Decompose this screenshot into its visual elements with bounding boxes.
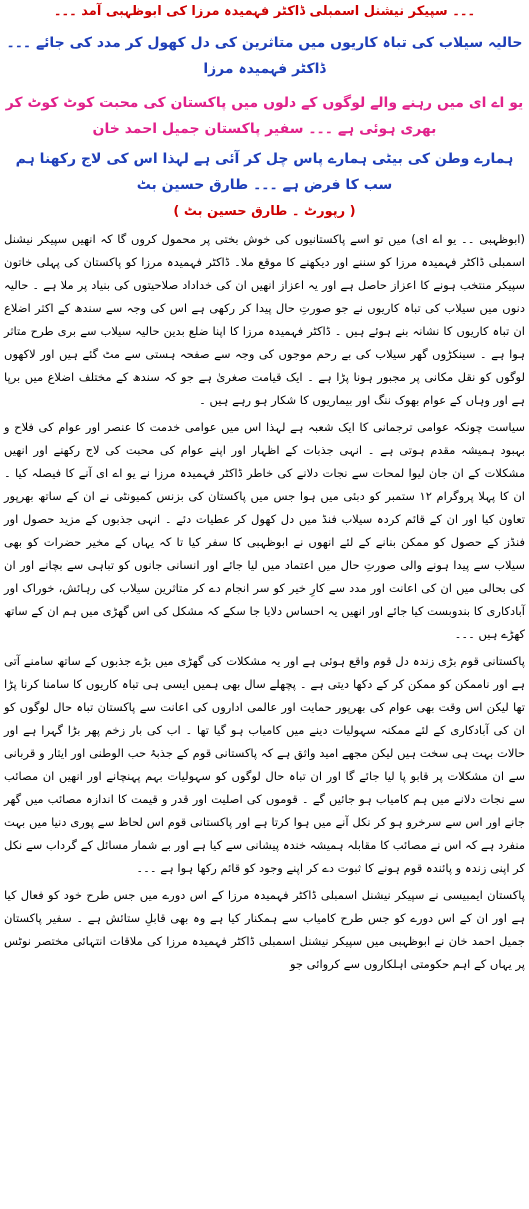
paragraph-4: پاکستان ایمبیسی نے سپیکر نیشنل اسمبلی ڈاکٹر فہمیدہ مرزا کے اس دورے میں جس طرح خود کو فعال کیا ہے اور ان کے اس دورے کو جس طرح کامیاب سے ہمکنار کیا ہے وہ بھی قابلِ ستائش ہے ۔ سفیر پاکستان جمیل احمد خان نے ابوظہبی میں سپیکر نیشنل اسمبلی ڈاکٹر فہمیدہ مرزا کی ملاقات انتہائی مختصر نوٹس پر یہاں کے اہم حکومتی اہلکاروں سے کروائی جو [4, 888, 525, 971]
paragraph-2: سیاست چونکہ عوامی ترجمانی کا ایک شعبہ ہے لہذا اس میں عوامی خدمت کا عنصر اور عوام کی فلاح و بہبود ہمیشہ مقدم ہوتی ہے ۔ انہی جذبات کے اظہار اور اپنے عوام کی محبت کی لاج رکھنے اور انھیں مشکلات کے ان جان لیوا لمحات سے نجات دلانے کی خاطر ڈاکٹر فہمیدہ مرزا نے یو اے ای آنے کا فیصلہ کیا ۔ ان کا پہلا پروگرام ۱۲ ستمبر کو دبئی میں ہوا جس میں پاکستان کی بزنس کمیونٹی نے ان کے ساتھ بھرپور تعاون کیا اور ان کے قائم کردہ سیلاب فنڈ میں دل کھول کر عطیات دئے ۔ انہی جذبوں کے مزید حصول اور فنڈز کے حصول کو ممکن بنانے کے لئے انھوں نے ابوظہبی کا سفر کیا تا کہ یہاں کے مخیر حضرات کو بھی سیلاب سے پیدا ہونے والی صورتِ حال میں اعتماد میں لیا جائے اور انسانی جانوں کو تباہی سے بچانے اور ان کی بحالی میں ان کی اعانت اور مدد سے کارِ خیر کو سر انجام دے کر متاثرین سیلاب کی رہائش، خوراک اور آبادکاری کا بندوبست کیا جائے اور انھیں یہ احساس دلایا جا سکے کہ مشکل کی اس گھڑی میں ہم ان کے ساتھ کھڑے ہیں ۔۔۔ [4, 420, 525, 641]
article-body [4, 228, 525, 976]
report-credit: ( رپورٹ ۔ طارق حسین بٹ ) [173, 204, 356, 219]
quote-speaker: حالیہ سیلاب کی تباہ کاریوں میں متاثرین کی دل کھول کر مدد کی جائے ۔۔۔ ڈاکٹر فہمیدہ مرزا [6, 35, 523, 77]
headline: ۔۔۔ سپیکر نیشنل اسمبلی ڈاکٹر فہمیدہ مرزا کی ابوظہبی آمد ۔۔۔ [53, 4, 476, 19]
paragraph-1: (ابوظہبی ۔۔ یو اے ای) میں تو اسے پاکستانیوں کی خوش بختی پر محمول کروں گا کہ انھیں سپیکر نیشنل اسمبلی ڈاکٹر فہمیدہ مرزا کو سننے اور دیکھنے کا موقع ملا۔ ڈاکٹر فہمیدہ مرزا کو پاکستان کی پہلی خاتون سپیکر منتخب ہونے کا اعزاز حاصل ہے اور یہ اعزاز انھیں ان کی خداداد صلاحیتوں کی بنیاد پر ملا ہے ۔ حالیہ دنوں میں سیلاب کی تباہ کاریوں نے جو صورتِ حال پیدا کر رکھی ہے اس کی وجہ سے سندھ کے اکثر اضلاع ان تباہ کاریوں کا نشانہ بنے ہوئے ہیں ۔ ڈاکٹر فہمیدہ مرزا کا اپنا ضلع بدین حالیہ سیلاب سے بری طرح متاثر ہوا ہے ۔ سینکڑوں گھر سیلاب کی بے رحم موجوں کی وجہ سے صفحہ ہستی سے مٹ گئے ہیں اور لاکھوں لوگوں کو نقل مکانی پر مجبور ہونا پڑا ہے ۔ ایک قیامت صغریٰ ہے جو کہ سندھ کے مختلف اضلاع میں برپا ہے اور وہاں کے عوام بھوک ننگ اور بیماریوں کا شکار ہو رہے ہیں ۔ [4, 232, 525, 407]
quote-author: ہمارے وطن کی بیٹی ہمارے پاس چل کر آئی ہے لہذا اس کی لاج رکھنا ہم سب کا فرض ہے ۔۔۔ طارق حسین بٹ [15, 151, 514, 193]
quote-ambassador: یو اے ای میں رہنے والے لوگوں کے دلوں میں پاکستان کی محبت کوٹ کوٹ کر بھری ہوئی ہے ۔۔۔ سفیر پاکستان جمیل احمد خان [5, 95, 524, 137]
paragraph-3: پاکستانی قوم بڑی زندہ دل قوم واقع ہوئی ہے اور یہ مشکلات کی گھڑی میں بڑے جذبوں کے ساتھ سامنے آتی ہے اور ناممکن کو ممکن کر کے دکھا دیتی ہے ۔ پچھلے سال بھی ہمیں ایسی ہی تباہ کاریوں کا سامنا کرنا پڑا تھا لیکن اس وقت بھی عوام کی بھرپور حمایت اور عالمی اداروں کی اعانت سے پاکستان تباہ حال لوگوں کو ان کی آبادکاری کے لئے ممکنہ سہولیات دینے میں کامیاب ہو گیا تھا ۔ اب کی بار زخم پھر بڑا گہرا ہے اور حالات بہت ہی سخت ہیں لیکن مجھے امید واثق ہے کہ پاکستانی قوم کے جذبۂ حب الوطنی اور ایثار و قربانی سے ان مشکلات پر قابو پا لیا جائے گا اور ان تباہ حال لوگوں کو سہولیات بہم پہنچانے اور انھیں ان مصائب سے نجات دلانے میں ہم کامیاب ہو جائیں گے ۔ قوموں کی اصلیت اور قدر و قیمت کا اندازہ مصائب میں گھر جانے اور اس سے سرخرو ہو کر نکل آنے میں ہوا کرتا ہے اور پاکستانی قوم اس لحاظ سے پوری دنیا میں بہت منفرد ہے کہ اس نے مصائب کا مقابلہ ہمیشہ خندہ پیشانی سے کیا ہے اور بے شمار مسائل کے گرداب سے نکل کر اپنی زندہ و پائندہ قوم ہونے کا ثبوت دے کر اپنے وجود کو قائم رکھا ہوا ہے ۔۔۔ [4, 654, 525, 875]
article-header [4, 2, 525, 222]
